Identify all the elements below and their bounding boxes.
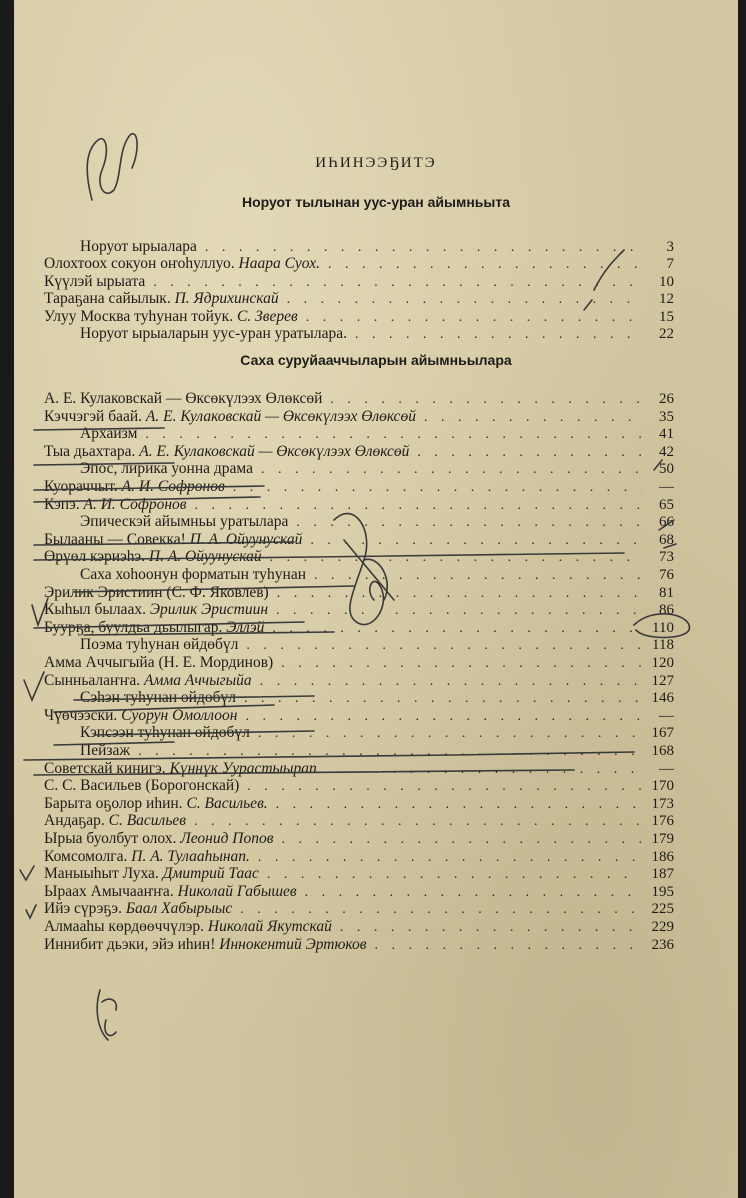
entry-work-title: Пейзаж [80,742,131,759]
leader-dots [328,257,642,273]
page-number: — [659,479,674,495]
leader-dots [247,779,642,795]
entry-work-title: Кэпэ. [44,495,80,513]
toc-entry [44,390,674,408]
page-number: 3 [666,239,674,255]
toc-entry [44,425,674,443]
toc-entry [44,531,674,549]
entry-work-title: Ыраах Амычааҥҥа. [44,882,174,900]
leader-dots [281,656,642,672]
toc-entry-title [44,255,320,273]
toc-entry-title [80,513,288,531]
toc-entry-title [44,830,273,848]
entry-author: П. А. Ойуунускай [148,548,262,566]
toc-entry-title [44,531,302,549]
entry-author: П. Ядрихинскай [174,290,279,308]
entry-work-title: Маныыһыт Луха. [44,865,159,883]
page-number: 10 [659,273,674,290]
toc-entry-title [44,900,232,918]
page-number: 110 [652,619,674,636]
toc-entry-title [44,308,298,326]
page-number: 187 [651,866,674,883]
entry-author: П. А. Тулааһынап. [131,847,250,865]
toc-entry-title [80,566,306,584]
entry-author: Эрилик Эристиин [149,601,269,619]
entry-work-title: Эрилик Эристиин (С. Ф. Яковлев) [44,583,269,601]
page-number: 12 [659,291,674,308]
book-page [14,0,738,1198]
page-number: — [659,760,674,777]
page-number: 66 [659,514,674,531]
entry-author: Наара Суох. [238,255,320,273]
toc-entry [44,830,674,848]
leader-dots [355,327,642,343]
page-number: 26 [659,391,674,407]
entry-work-title: Тараҕана сайылык. [44,290,171,308]
entry-work-title: Ийэ сүрэҕэ. [44,900,122,918]
entry-author: Амма Аччыгыйа [144,671,252,689]
entry-work-title: Поэма туһунан өйдөбүл [80,636,239,654]
toc-entry [44,584,674,602]
page-number: 176 [651,813,674,830]
entry-work-title: Кэпсээн туһунан өйдөбүл [80,724,250,742]
leader-dots [233,480,642,496]
toc-entry [44,460,674,478]
entry-work-title: Иннибит дьэки, эйэ иһин! [44,935,216,953]
entry-author: Николай Якутскай [207,918,332,935]
entry-work-title: Барыта оҕолор иһин. [44,794,183,812]
toc-entry [44,883,674,901]
entry-work-title: Амма Аччыгыйа (Н. Е. Мординов) [44,654,274,671]
toc-entry-title [44,672,252,690]
leader-dots [424,410,642,426]
entry-work-title: Кэччэгэй баай. [44,407,143,425]
entry-author: Суорун Омоллоон [121,706,238,724]
leader-dots [145,427,642,443]
leader-dots [258,850,642,866]
toc-entry [44,636,674,654]
leader-dots [306,310,642,326]
toc-entry [44,548,674,566]
entry-author: Баал Хабырыыс [125,900,233,918]
entry-work-title: А. Е. Кулаковскай — Өксөкүлээх Өлөксөй [44,390,323,407]
leader-dots [281,832,642,848]
page-number: 65 [659,496,674,513]
entry-author: А. Е. Кулаковскай — Өксөкүлээх Өлөксөй [145,407,416,425]
entry-author: А. И. Софронов [83,495,187,513]
toc-entry-title [44,601,268,619]
leader-dots [296,515,642,531]
page-number: 127 [651,672,674,689]
toc-entry [44,936,674,954]
page-number: 168 [651,743,674,759]
leader-dots [272,621,642,637]
toc-entry-title [44,707,237,725]
leader-dots [340,920,642,936]
toc-entry [44,290,674,308]
toc-title: ИҺИНЭЭҔИТЭ [315,155,437,171]
toc-entry [44,795,674,813]
entry-author: Эллэй [226,618,265,636]
entry-work-title: Буурҕа, буулдьа дьылыгар. [44,618,223,636]
entry-work-title: Кыһыл былаах. [44,601,146,619]
page-number: 195 [651,883,674,900]
page-number: 7 [666,256,674,273]
entry-author: С. Зверев [236,307,298,325]
toc-entry [44,724,674,742]
toc-entry [44,865,674,883]
leader-dots [153,275,642,291]
toc-entry-title [44,883,297,901]
entry-work-title: Советскай кинигэ. [44,759,166,777]
page-number: 86 [659,602,674,619]
entry-work-title: Саха хоһоонун форматын туһунан [80,566,307,583]
toc-entry-title [44,918,332,936]
entry-work-title: Олохтоох сокуон оҥоһуллуо. [44,255,235,273]
toc-entry-title [80,460,253,478]
toc-entry-title [44,619,264,637]
toc-entry-title [80,238,197,256]
toc-entry [44,566,674,584]
page-number: 120 [651,655,674,671]
entry-work-title: Ырыа буолбут олох. [44,830,177,847]
toc-entry-title [44,408,416,426]
leader-dots [246,638,642,654]
entry-work-title: Норуот ырыалара [80,238,197,255]
entry-author: А. Е. Кулаковскай — Өксөкүлээх Өлөксөй [139,442,410,460]
page-number: 73 [659,549,674,566]
toc-entry-title [44,812,186,830]
leader-dots [277,586,642,602]
toc-entry [44,848,674,866]
leader-dots [258,726,642,742]
toc-entry-title [80,636,238,654]
entry-author: Дмитрий Таас [162,865,259,883]
toc-entry-title [44,865,259,883]
leader-dots [194,814,642,830]
toc-entry [44,900,674,918]
page-number: 42 [659,443,674,460]
toc-entry-title [44,795,268,813]
toc-entry-title [44,478,225,496]
page-number: 229 [651,919,674,935]
toc-entry [44,918,674,936]
entry-work-title: Комсомолга. [44,847,128,865]
leader-dots [325,762,642,778]
entry-author: Николай Габышев [177,882,297,900]
toc-entry [44,443,674,461]
toc-entry [44,601,674,619]
leader-dots [375,938,642,954]
page-number: 41 [659,426,674,443]
leader-dots [270,550,642,566]
page-number: 167 [651,725,674,742]
toc-entry-title [80,742,130,760]
leader-dots [245,709,642,725]
entry-work-title: Эпос, лирика уонна драма [80,460,253,478]
toc-entry-title [44,290,279,308]
entry-work-title: Былааны — Совекка! [44,530,186,548]
entry-author: Леонид Попов [180,830,274,847]
toc-entry [44,777,674,795]
entry-work-title: С. С. Васильев (Борогонскай) [44,777,240,795]
page-number: 146 [651,690,674,707]
leader-dots [261,462,642,478]
page-number: 15 [659,308,674,325]
entry-work-title: Улуу Москва туһунан тойук. [44,307,234,325]
toc-entry-title [80,425,137,443]
leader-dots [330,392,642,408]
leader-dots [205,240,642,256]
toc-entry [44,689,674,707]
toc-entry-title [44,584,269,602]
page-number: — [659,707,674,724]
entry-author: С. Васильев. [186,794,268,812]
toc-entry-title [44,654,273,672]
section-heading-writers: Саха суруйааччыларын айымньылара [240,352,512,368]
toc-entry-title [44,760,317,778]
leader-dots [276,603,642,619]
entry-author: П. А. Ойуунускай [189,530,303,548]
toc-entry [44,619,674,637]
toc-entry-title [44,848,250,866]
entry-author: А. И. Софронов [121,478,225,495]
toc-entry-title [80,724,250,742]
page-number: 76 [659,567,674,583]
leader-dots [310,533,642,549]
leader-dots [195,498,642,514]
toc-entry-title [44,390,322,408]
toc-entry-title [44,936,367,954]
toc-entry [44,654,674,672]
leader-dots [260,674,642,690]
leader-dots [305,885,642,901]
leader-dots [138,744,642,760]
page-number: 50 [659,461,674,478]
page-number: 173 [651,795,674,812]
toc-entry [44,496,674,514]
page-number: 68 [659,531,674,548]
toc-entry-title [80,689,236,707]
toc-entry [44,408,674,426]
toc-entry-title [44,273,145,291]
toc-entry [44,672,674,690]
entry-work-title: Андаҕар. [44,812,105,830]
page-number: 35 [659,408,674,425]
leader-dots [276,797,642,813]
toc-entry [44,513,674,531]
toc-entry [44,308,674,326]
entry-work-title: Сынньалаҥҥа. [44,671,141,689]
page-number: 179 [651,831,674,847]
entry-work-title: Алмааһы көрдөөччүлэр. [44,918,204,935]
toc-entry-title [44,496,187,514]
section-heading-folklore: Норуот тылынан уус-уран айымньыта [242,194,510,210]
toc-entry [44,742,674,760]
leader-dots [417,445,642,461]
leader-dots [240,902,642,918]
entry-work-title: Архаизм [80,425,138,443]
page-number: 236 [651,936,674,953]
entry-author: С. Васильев [108,812,186,830]
toc-entry-title [44,443,409,461]
entry-work-title: Өрүөл кэриэһэ. [44,548,146,566]
entry-work-title: Куораччыт. [44,478,118,495]
entry-work-title: Күүлэй ырыата [44,272,146,290]
page-number: 225 [651,901,674,918]
entry-work-title: Сэһэн туһунан өйдөбүл [80,689,236,707]
toc-entry [44,478,674,496]
entry-work-title: Тыа дьахтара. [44,442,136,460]
leader-dots [267,867,642,883]
leader-dots [244,691,642,707]
page-number: 170 [651,778,674,795]
toc-entry [44,707,674,725]
page-number: 118 [652,637,674,654]
toc-entry-title [44,548,262,566]
entry-author: Күннүк Уурастыырап [169,759,317,777]
entry-work-title: Чүөчээски. [44,706,118,724]
entry-author: Иннокентий Эртюков [219,935,367,953]
toc-entry [44,238,674,256]
toc-entry-title [80,325,347,343]
page-number: 186 [651,848,674,865]
toc-entry [44,760,674,778]
page-number: 22 [659,326,674,342]
toc-entry-title [44,777,239,795]
entry-work-title: Эпическэй айымньы уратылара [80,513,289,531]
leader-dots [314,568,642,584]
entry-work-title: Норуот ырыаларын уус-уран уратылара. [80,325,347,342]
page-number: 81 [659,584,674,601]
leader-dots [287,292,642,308]
toc-entry [44,812,674,830]
toc-entry [44,325,674,343]
toc-entry [44,255,674,273]
toc-entry [44,273,674,291]
